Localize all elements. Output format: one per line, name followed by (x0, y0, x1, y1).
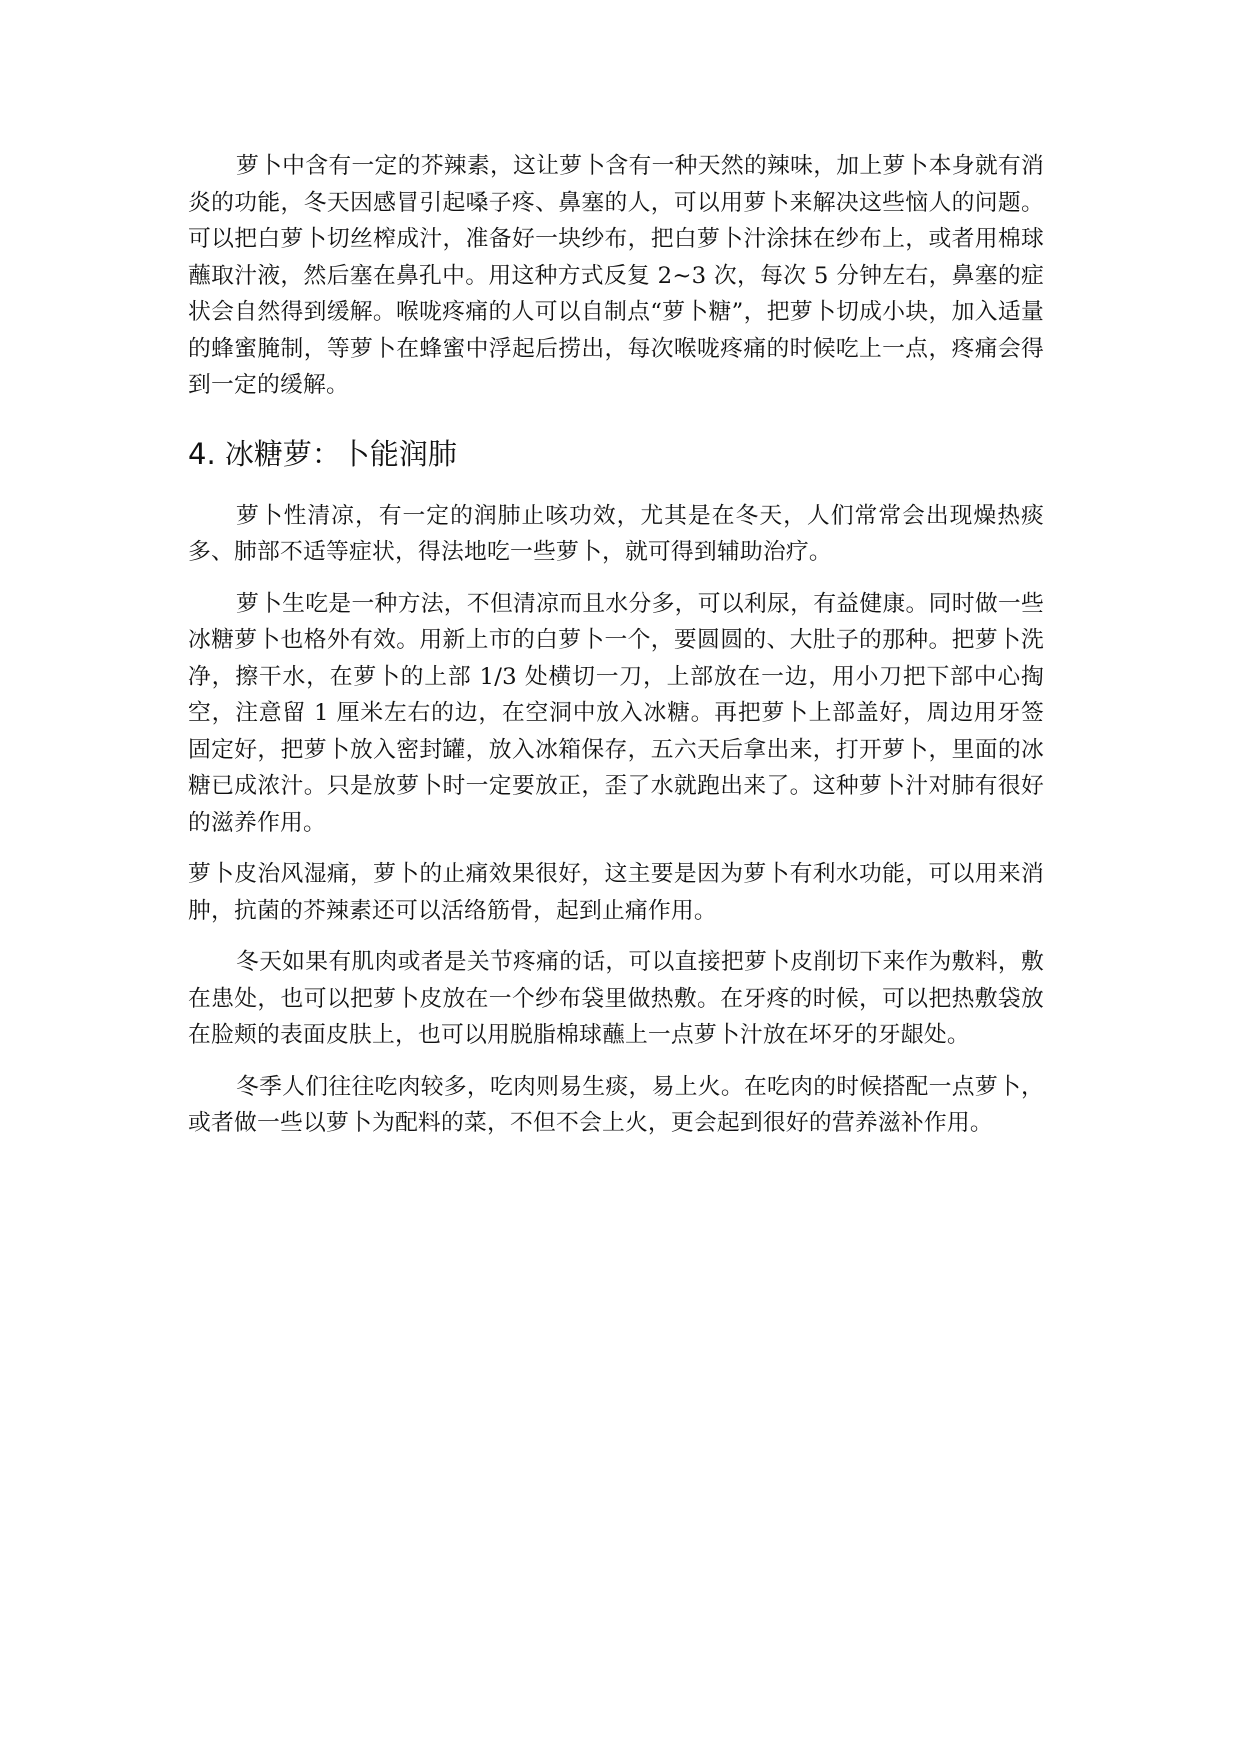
paragraph-radish-peel-rheumatism: 萝卜皮治风湿痛，萝卜的止痛效果很好，这主要是因为萝卜有利水功能，可以用来消肿，抗菌的芥辣素还可以活络筋骨，起到止痛作用。 (188, 861, 1044, 924)
paragraph-radish-nasal-relief: 萝卜中含有一定的芥辣素，这让萝卜含有一种天然的辣味，加上萝卜本身就有消炎的功能，冬天因感冒引起嗓子疼、鼻塞的人，可以用萝卜来解决这些恼人的问题。可以把白萝卜切丝榨成汁，准备好一块纱布，把白萝卜汁涂抹在纱布上，或者用棉球蘸取汁液，然后塞在鼻孔中。用这种方式反复 2~3 次，每次 5 分钟左右，鼻塞的症状会自然得到缓解。喉咙疼痛的人可以自制点“萝卜糖”，把萝卜切成小块，加入适量的蜂蜜腌制，等萝卜在蜂蜜中浮起后捞出，每次喉咙疼痛的时候吃上一点，疼痛会得到一定的缓解。 (188, 153, 1044, 398)
section-heading: 4. 冰糖萝：卜能润肺 (188, 436, 457, 471)
document-body (188, 148, 1044, 1142)
paragraph-lung-moistening: 萝卜性清凉，有一定的润肺止咳功效，尤其是在冬天，人们常常会出现燥热痰多、肺部不适等症状，得法地吃一些萝卜，就可得到辅助治疗。 (188, 502, 1044, 565)
paragraph-winter-meat-pairing: 冬季人们往往吃肉较多，吃肉则易生痰，易上火。在吃肉的时候搭配一点萝卜，或者做一些以萝卜为配料的菜，不但不会上火，更会起到很好的营养滋补作用。 (188, 1073, 1044, 1136)
paragraph-rock-sugar-radish-recipe: 萝卜生吃是一种方法，不但清凉而且水分多，可以利尿，有益健康。同时做一些冰糖萝卜也格外有效。用新上市的白萝卜一个，要圆圆的、大肚子的那种。把萝卜洗净，擦干水，在萝卜的上部 1/3 处横切一刀，上部放在一边，用小刀把下部中心掏空，注意留 1 厘米左右的边，在空洞中放入冰糖。再把萝卜上部盖好，周边用牙签固定好，把萝卜放入密封罐，放入冰箱保存，五六天后拿出来，打开萝卜，里面的冰糖已成浓汁。只是放萝卜时一定要放正，歪了水就跑出来了。这种萝卜汁对肺有很好的滋养作用。 (188, 590, 1044, 836)
paragraph-hot-compress: 冬天如果有肌肉或者是关节疼痛的话，可以直接把萝卜皮削切下来作为敷料，敷在患处，也可以把萝卜皮放在一个纱布袋里做热敷。在牙疼的时候，可以把热敷袋放在脸颊的表面皮肤上，也可以用脱脂棉球蘸上一点萝卜汁放在坏牙的牙龈处。 (188, 949, 1044, 1048)
